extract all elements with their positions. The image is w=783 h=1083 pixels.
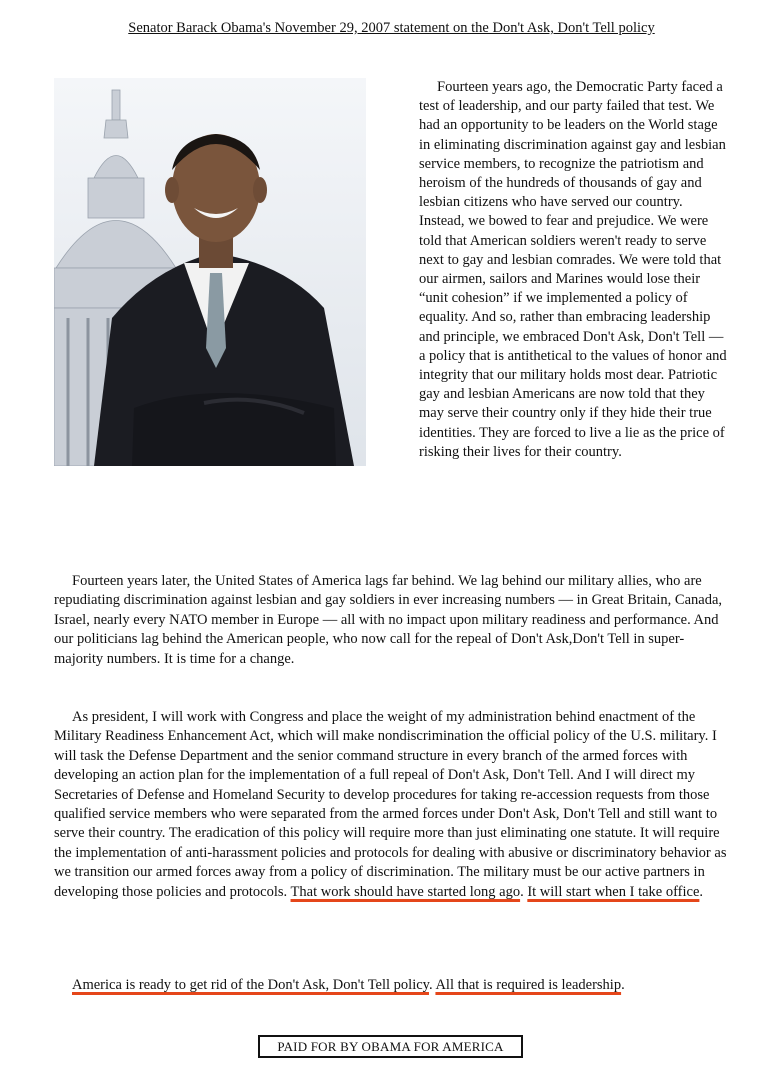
highlight-america-ready: America is ready to get rid of the Don't Ask, Don't Tell policy [72,977,429,993]
document-title: Senator Barack Obama's November 29, 2007 statement on the Don't Ask, Don't Tell policy [128,20,655,36]
portrait-photo [54,78,366,466]
highlight-leadership: All that is required is leadership [435,977,622,993]
paragraph-2: Fourteen years later, the United States of America lags far behind. We lag behind our military allies, who are repudiating discrimination against lesbian and gay soldiers in ever increasing numbers — in Great Britain, Canada, Israel, nearly every NATO member in Europe — all with no impact upon military readiness and performance. And our politicians lag behind the American people, who now call for the repeal of Don't Ask,Don't Tell in super-majority numbers. It is time for a change. [54,573,723,667]
highlight-take-office: It will start when I take office [527,883,700,900]
highlight-started-long-ago: That work should have started long ago [290,883,521,900]
paragraph-3-text: As president, I will work with Congress and place the weight of my administration behind enactment of the Military Readiness Enhancement Act, which will make nondiscrimination the official policy of the U.S. military. I will task the Defense Department and the senior command structure in every branch of the armed forces with developing an action plan for the implementation of a full repeal of Don't Ask, Don't Tell. And I will direct my Secretaries of Defense and Homeland Security to develop procedures for taking re-accession requests from those qualified service members who were separated from the armed forces under Don't Ask, Don't Tell and still want to serve their country. The eradication of this policy will require more than just eliminating one statute. It will require the implementation of anti-harassment policies and protocols for dealing with abusive or discriminatory behavior as we transition our armed forces away from a policy of discrimination. The military must be our active partners in developing those policies and protocols. [54,709,727,900]
paragraph-1: Fourteen years ago, the Democratic Party faced a test of leadership, and our party failed that test. We had an opportunity to be leaders on the World stage in eliminating discrimination against gay and lesbian service members, to recognize the patriotism and heroism of the hundreds of thousands of gay and lesbian citizens who have served our country. Instead, we bowed to fear and prejudice. We were told that American soldiers weren't ready to serve next to gay and lesbian comrades. We were told that our airmen, sailors and Marines would lose their “unit cohesion” if we implemented a policy of equality. And so, rather than embracing leadership and principle, we embraced Don't Ask, Don't Tell — a policy that is antithetical to the values of honor and integrity that our military holds most dear. Patriotic gay and lesbian Americans are now told that they may serve their country only if they hide their true identities. They are forced to live a lie as the price of risking their lives for their country. [419,79,727,460]
paragraph-4: America is ready to get rid of the Don't Ask, Don't Tell policy. All that is required is leadership. [72,977,625,993]
paragraph-3: As president, I will work with Congress and place the weight of my administration behind enactment of the Military Readiness Enhancement Act, which will make nondiscrimination the official policy of the U.S. military. I will task the Defense Department and the senior command structure in every branch of the armed forces with developing an action plan for the implementation of a full repeal of Don't Ask, Don't Tell. And I will direct my Secretaries of Defense and Homeland Security to develop procedures for taking re-accession requests from those qualified service members who were separated from the armed forces under Don't Ask, Don't Tell and still want to serve their country. The eradication of this policy will require more than just eliminating one statute. It will require the implementation of anti-harassment policies and protocols for dealing with abusive or discriminatory behavior as we transition our armed forces away from a policy of discrimination. The military must be our active partners in developing those policies and protocols. That work should have started long ago. It will start when I take office. [54,709,727,900]
paid-for-disclaimer: PAID FOR BY OBAMA FOR AMERICA [258,1035,523,1058]
